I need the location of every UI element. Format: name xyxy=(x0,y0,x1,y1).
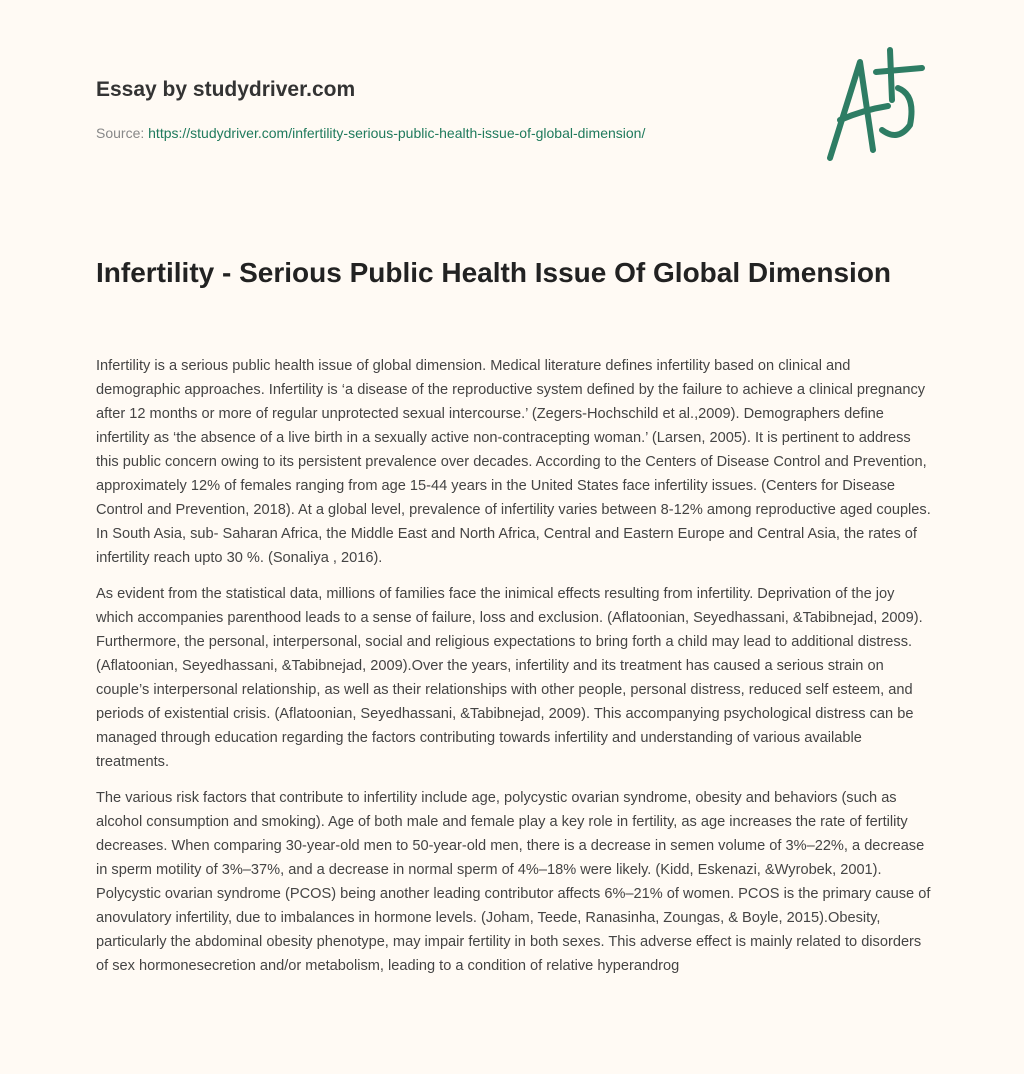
brand-title: Essay by studydriver.com xyxy=(96,78,356,101)
paragraph: The various risk factors that contribute to infertility include age, polycystic ovarian syndrome, obesity and behaviors (such as alcohol consumption and smoking). Age of both male and female play a key role in fertility, as age increases the rate of fertility decreases. When comparing 30-year-old men to 50-year-old men, there is a decrease in semen volume of 3%–22%, a decrease in sperm motility of 3%–37%, and a decrease in normal sperm of 4%–18% were likely. (Kidd, Eskenazi, &Wyrobek, 2001). Polycystic ovarian syndrome (PCOS) being another leading contributor affects 6%–21% of women. PCOS is the primary cause of anovulatory infertility, due to imbalances in hormone levels. (Joham, Teede, Ranasinha, Zoungas, & Boyle, 2015).Obesity, particularly the abdominal obesity phenotype, may impair fertility in both sexes. This adverse effect is mainly related to disorders of sex hormonesecretion and/or metabolism, leading to a condition of relative hyperandrog xyxy=(96,790,931,974)
source-label: Source: xyxy=(96,125,145,141)
source-line xyxy=(96,125,645,141)
article-title: Infertility - Serious Public Health Issue Of Global Dimension xyxy=(96,257,892,288)
source-link[interactable]: https://studydriver.com/infertility-serious-public-health-issue-of-global-dimension/ xyxy=(148,125,646,141)
article-body xyxy=(96,354,932,990)
paragraph: Infertility is a serious public health issue of global dimension. Medical literature defines infertility based on clinical and demographic approaches. Infertility is ‘a disease of the reproductive system defined by the failure to achieve a clinical pregnancy after 12 months or more of regular unprotected sexual intercourse.’ (Zegers-Hochschild et al.,2009). Demographers define infertility as ‘the absence of a live birth in a sexually active non-contracepting woman.’ (Larsen, 2005). It is pertinent to address this public concern owing to its persistent prevalence over decades. According to the Centers of Disease Control and Prevention, approximately 12% of females ranging from age 15-44 years in the United States face infertility issues. (Centers for Disease Control and Prevention, 2018). At a global level, prevalence of infertility varies between 8-12% among reproductive aged couples. In South Asia, sub- Saharan Africa, the Middle East and North Africa, Central and Eastern Europe and Central Asia, the rates of infertility reach upto 30 %. (Sonaliya , 2016). xyxy=(96,358,931,566)
paragraph: As evident from the statistical data, millions of families face the inimical effects resulting from infertility. Deprivation of the joy which accompanies parenthood leads to a sense of failure, loss and exclusion. (Aflatoonian, Seyedhassani, &Tabibnejad, 2009). Furthermore, the personal, interpersonal, social and religious expectations to bring forth a child may lead to additional distress. (Aflatoonian, Seyedhassani, &Tabibnejad, 2009).Over the years, infertility and its treatment has caused a serious strain on couple’s interpersonal relationship, as well as their relationships with other people, personal distress, reduced self esteem, and periods of existential crisis. (Aflatoonian, Seyedhassani, &Tabibnejad, 2009). This accompanying psychological distress can be managed through education regarding the factors contributing towards infertility and understanding of various available treatments. xyxy=(96,586,923,770)
a-plus-logo-icon xyxy=(818,40,928,165)
